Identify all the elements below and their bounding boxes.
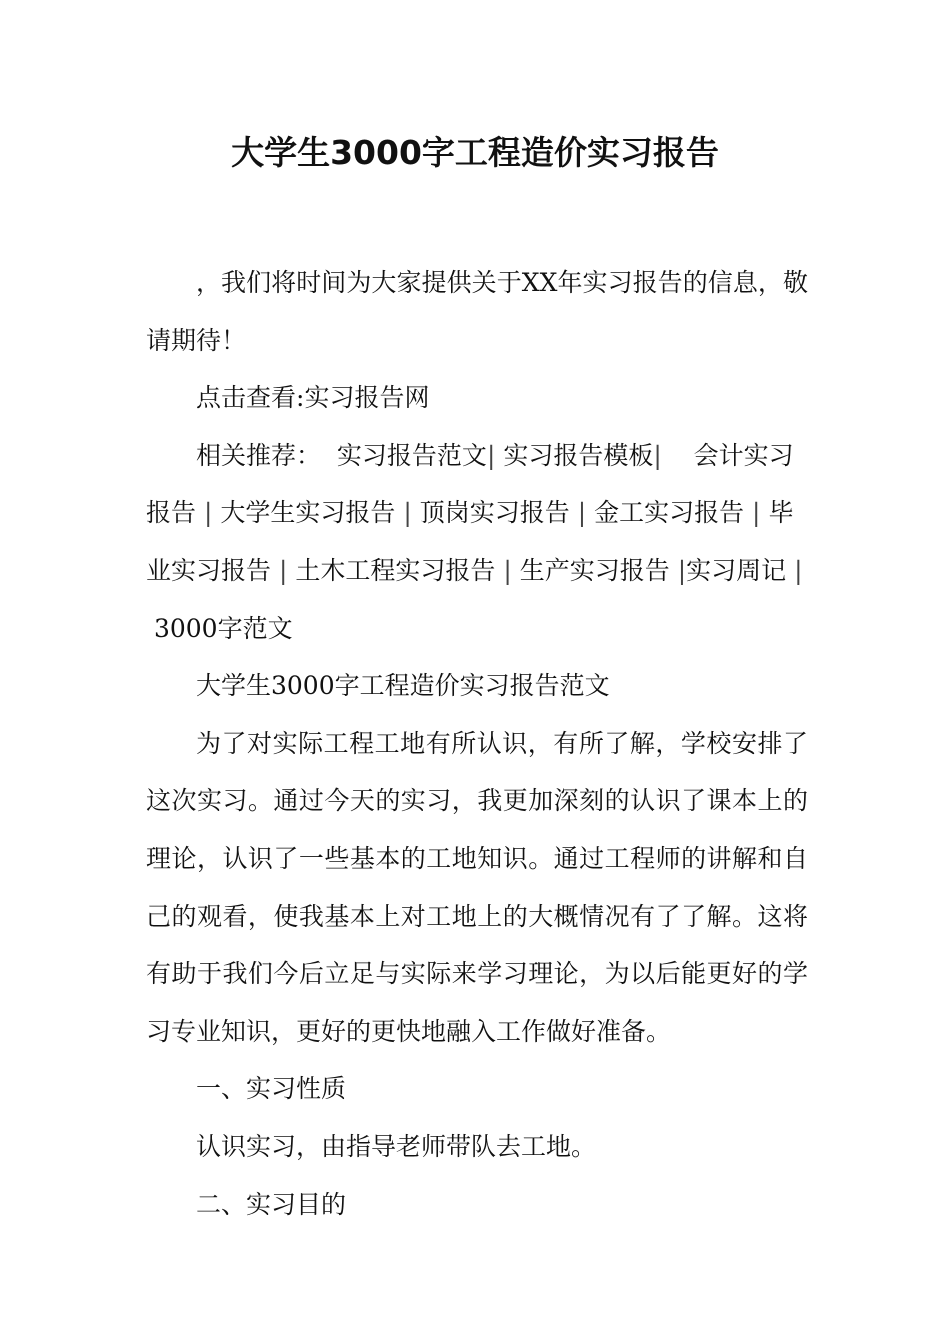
related-recommendations <box>146 427 808 657</box>
click-view-line <box>146 369 808 427</box>
related-link[interactable]: 顶岗实习报告 <box>419 498 570 528</box>
related-link[interactable]: 会计实习报告 <box>146 440 794 528</box>
section-heading-1: 一、实习性质 <box>196 1074 347 1104</box>
body-paragraph: 为了对实际工程工地有所认识，有所了解，学校安排了这次实习。通过今天的实习，我更加深刻的认识了课本上的理论，认识了一些基本的工地知识。通过工程师的讲解和自己的观看，使我基本上对工地上的大概情况有了了解。这将有助于我们今后立足与实际来学习理论，为以后能更好的学习专业知识，更好的更快地融入工作做好准备。 <box>146 728 808 1046</box>
click-view-label: 点击查看: <box>196 383 305 413</box>
related-link[interactable]: 实习周记 <box>686 555 787 585</box>
separator: | <box>203 498 213 528</box>
related-link[interactable]: 毕业实习报告 <box>146 498 794 585</box>
intro-paragraph: ，我们将时间为大家提供关于XX年实习报告的信息，敬请期待！ <box>146 268 808 355</box>
related-link[interactable]: 土木工程实习报告 <box>295 555 496 585</box>
separator: | <box>677 555 687 585</box>
related-link[interactable]: 实习报告范文 <box>336 440 487 470</box>
document-title: 大学生3000字工程造价实习报告 <box>231 133 719 172</box>
related-link[interactable]: 生产实习报告 <box>519 555 670 585</box>
separator: | <box>503 555 512 585</box>
click-view-link[interactable]: 实习报告网 <box>304 383 430 413</box>
separator: | <box>278 555 288 585</box>
separator: | <box>486 440 496 470</box>
related-link[interactable]: 金工实习报告 <box>594 498 745 528</box>
separator: | <box>403 498 412 528</box>
document-body <box>146 254 808 1233</box>
separator: | <box>752 498 761 528</box>
related-link[interactable]: 实习报告模板 <box>503 440 654 470</box>
related-link[interactable]: 大学生实习报告 <box>220 498 396 528</box>
subtitle: 大学生3000字工程造价实习报告范文 <box>196 671 610 701</box>
related-label: 相关推荐： <box>196 440 322 470</box>
separator: | <box>794 555 803 585</box>
separator: | <box>653 440 662 470</box>
section-heading-2: 二、实习目的 <box>196 1189 347 1219</box>
related-link[interactable]: 3000字范文 <box>153 613 293 643</box>
section-text-1: 认识实习，由指导老师带队去工地。 <box>196 1131 597 1161</box>
separator: | <box>577 498 587 528</box>
